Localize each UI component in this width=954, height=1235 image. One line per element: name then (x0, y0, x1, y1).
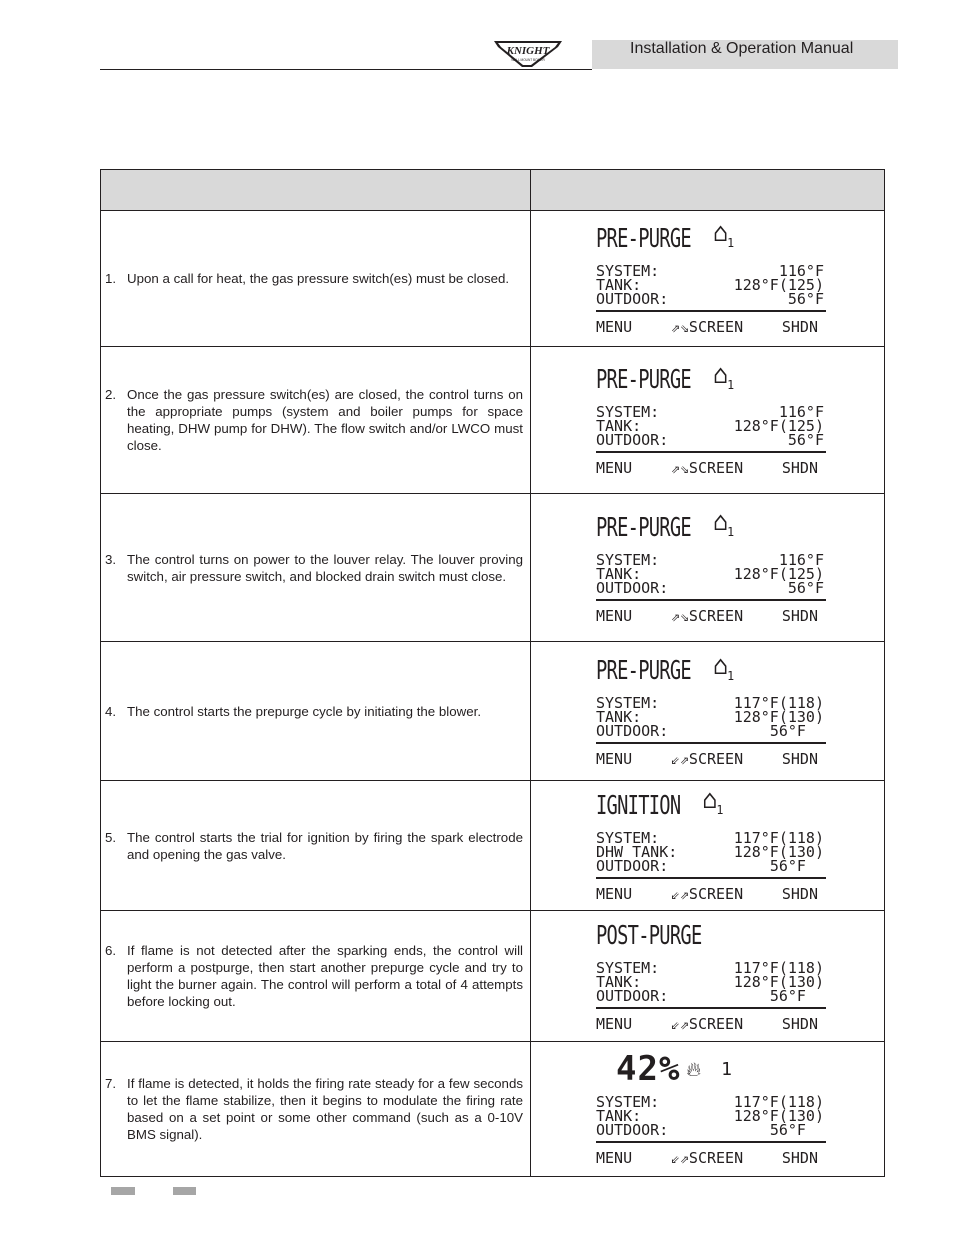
lcd-cell (531, 211, 885, 347)
lcd-menu-item: SHDN (781, 317, 818, 336)
lcd-value: 117°F(118) (733, 959, 824, 977)
lcd-value: 128°F(130) (733, 842, 824, 861)
header-rule (100, 69, 592, 70)
lcd-status: POST-PURGE (596, 921, 702, 951)
step-number: 4. (105, 703, 117, 719)
step-cell (101, 347, 531, 494)
lcd-menu-item: SHDN (781, 1015, 818, 1033)
lcd-value: 116°F (778, 550, 824, 569)
lcd-divider (596, 742, 826, 744)
lcd-label: TANK: (596, 417, 642, 435)
lcd-label: TANK: (596, 275, 642, 294)
lcd-value: 128°F(125) (733, 417, 824, 435)
step-cell (101, 911, 531, 1042)
lcd-value: 128°F(125) (733, 275, 824, 294)
lcd-value: 117°F(118) (733, 1093, 824, 1111)
lcd-value: 56°F (769, 1121, 824, 1139)
lcd-line (596, 989, 824, 1003)
lcd-value: 56°F (787, 289, 824, 308)
lcd-value: 116°F (778, 261, 824, 280)
lcd-readings (596, 550, 824, 597)
lcd-display (531, 650, 884, 768)
lcd-status: IGNITION (596, 790, 681, 821)
lcd-menu-item: SHDN (781, 606, 818, 625)
step-number: 7. (105, 1076, 117, 1091)
lcd-status: PRE-PURGE (596, 223, 691, 254)
lcd-label: SYSTEM: (596, 694, 660, 712)
lcd-display (531, 359, 884, 477)
lcd-menu-item: SHDN (781, 459, 818, 477)
step-number: 3. (105, 551, 117, 567)
manual-title: Installation & Operation Manual (630, 40, 854, 57)
step-cell (101, 781, 531, 911)
lcd-menu (596, 459, 818, 477)
lcd-line (596, 578, 824, 597)
table-row (101, 911, 885, 1042)
lcd-menu-item: ⇙⇗SCREEN (670, 884, 744, 903)
step-number: 6. (105, 943, 117, 958)
lcd-value: 128°F(125) (733, 564, 824, 583)
home-zone-icon: $⌂_1$ (712, 507, 734, 540)
lcd-readings (596, 696, 824, 738)
lcd-label: SYSTEM: (596, 828, 660, 847)
step-text-block (101, 551, 530, 585)
lcd-menu-item: SHDN (781, 884, 818, 903)
lcd-cell (531, 642, 885, 781)
lcd-label: OUTDOOR: (596, 987, 669, 1005)
lcd-divider (596, 1007, 826, 1009)
lcd-label: TANK: (596, 564, 642, 583)
lcd-divider (596, 1141, 826, 1143)
lcd-value: 56°F (787, 578, 824, 597)
lcd-display (531, 1051, 884, 1167)
lcd-divider (596, 599, 826, 601)
lcd-menu-item: ⇙⇗SCREEN (670, 750, 744, 768)
lcd-label: TANK: (596, 708, 642, 726)
step-text-block (101, 942, 530, 1010)
lcd-value: 56°F (769, 987, 824, 1005)
lcd-menu (596, 885, 818, 903)
table-row (101, 494, 885, 642)
lcd-label: TANK: (596, 973, 642, 991)
lcd-menu-item: MENU (596, 1149, 633, 1167)
lcd-status: PRE-PURGE (596, 656, 691, 686)
lcd-menu-item: MENU (596, 750, 633, 768)
lcd-menu-item: MENU (596, 884, 633, 903)
lcd-display (531, 785, 884, 903)
step-description: Upon a call for heat, the gas pressure switch(es) must be closed. (127, 271, 510, 286)
lcd-label: SYSTEM: (596, 550, 660, 569)
lcd-menu-item: MENU (596, 1015, 633, 1033)
step-cell (101, 1042, 531, 1177)
step-number: 2. (105, 387, 117, 402)
lcd-menu-item: MENU (596, 459, 633, 477)
lcd-label: SYSTEM: (596, 959, 660, 977)
step-text-block (101, 270, 530, 287)
lcd-menu-item: ⇗⇘SCREEN (670, 459, 744, 477)
lcd-readings (596, 828, 824, 875)
flame-icon: 🔥︎ (686, 1057, 702, 1081)
footer-tab-right (173, 1187, 196, 1195)
lcd-label: OUTDOOR: (596, 1121, 669, 1139)
lcd-readings (596, 1095, 824, 1137)
lcd-label: OUTDOOR: (596, 289, 669, 308)
step-cell (101, 494, 531, 642)
step-text-block (101, 829, 530, 863)
table-row (101, 781, 885, 911)
lcd-cell (531, 494, 885, 642)
home-zone-icon: $⌂_1$ (702, 785, 723, 818)
step-description: If flame is not detected after the sparking ends, the control will perform a postpurge, then start another prepurge cycle and try to light the burner again. The control will perform a total of 4 attempts before locking out. (127, 943, 523, 1009)
home-zone-icon: $⌂_1$ (712, 359, 734, 393)
lcd-menu (596, 607, 818, 625)
lcd-menu-item: ⇙⇗SCREEN (670, 1149, 744, 1167)
lcd-value: 56°F (769, 722, 824, 740)
table-header-left (101, 170, 531, 211)
lcd-value: 117°F(118) (733, 694, 824, 712)
lcd-label: OUTDOOR: (596, 856, 669, 875)
table-header-row (101, 170, 885, 211)
lcd-line (596, 1123, 824, 1137)
lcd-menu (596, 318, 818, 336)
lcd-display (531, 507, 884, 625)
knight-logo (492, 37, 564, 69)
step-description: The control starts the prepurge cycle by initiating the blower. (127, 703, 482, 719)
lcd-cell (531, 1042, 885, 1177)
sequence-table (100, 169, 885, 1177)
lcd-divider (596, 451, 826, 453)
lcd-cell (531, 911, 885, 1042)
lcd-divider (596, 877, 826, 879)
lcd-value: 128°F(130) (733, 708, 824, 726)
lcd-value: 128°F(130) (733, 1107, 824, 1125)
lcd-value: 128°F(130) (733, 973, 824, 991)
step-text-block (101, 1075, 530, 1143)
firing-rate: 42% (616, 1049, 681, 1089)
lcd-readings (596, 405, 824, 447)
lcd-menu (596, 1015, 818, 1033)
step-number: 1. (105, 271, 117, 286)
lcd-cell (531, 347, 885, 494)
lcd-cell (531, 781, 885, 911)
lcd-readings (596, 961, 824, 1003)
lcd-label: SYSTEM: (596, 403, 660, 421)
lcd-status: PRE-PURGE (596, 365, 691, 395)
home-zone-icon: $⌂_1$ (712, 218, 734, 251)
lcd-menu-item: MENU (596, 606, 633, 625)
step-text-block (101, 386, 530, 454)
table-row (101, 347, 885, 494)
step-description: If flame is detected, it holds the firing rate steady for a few seconds to let the flame stabilize, then it begins to modulate the firing rate based on a set point or some other command (such as a 0-10V BMS signal). (127, 1076, 523, 1142)
lcd-readings (596, 261, 824, 308)
table-row (101, 642, 885, 781)
table-row (101, 1042, 885, 1177)
lcd-menu-item: ⇗⇘SCREEN (670, 606, 744, 625)
home-zone-icon: $⌂_1$ (712, 650, 734, 684)
lcd-menu-item: ⇗⇘SCREEN (670, 317, 744, 336)
footer-tab-left (111, 1187, 135, 1195)
lcd-line (596, 433, 824, 447)
lcd-line (596, 289, 824, 308)
lcd-menu-item: SHDN (781, 1149, 818, 1167)
lcd-label: OUTDOOR: (596, 722, 669, 740)
lcd-menu-item: MENU (596, 317, 633, 336)
lcd-line (596, 724, 824, 738)
lcd-display (531, 218, 884, 336)
lcd-menu-item: ⇙⇗SCREEN (670, 1015, 744, 1033)
lcd-value: 116°F (778, 403, 824, 421)
lcd-value: 56°F (769, 856, 824, 875)
table-header-right (531, 170, 885, 211)
step-cell (101, 211, 531, 347)
step-text-block (101, 703, 530, 720)
lcd-label: OUTDOOR: (596, 578, 669, 597)
lcd-status: PRE-PURGE (596, 512, 691, 543)
lcd-divider (596, 310, 826, 312)
step-description: Once the gas pressure switch(es) are closed, the control turns on the appropriate pumps (system and boiler pumps for space heating, DHW pump for DHW). The flow switch and/or LWCO must close. (127, 387, 523, 453)
lcd-value: 117°F(118) (733, 828, 824, 847)
lcd-label: SYSTEM: (596, 261, 660, 280)
svg-text:KNIGHT: KNIGHT (506, 45, 550, 57)
lcd-label: SYSTEM: (596, 1093, 660, 1111)
lcd-menu (596, 750, 818, 768)
table-row (101, 211, 885, 347)
step-description: The control starts the trial for ignition by firing the spark electrode and opening the gas valve. (127, 829, 523, 862)
lcd-display (531, 919, 884, 1033)
step-cell (101, 642, 531, 781)
home-zone-icon: 1 (721, 1058, 732, 1080)
svg-text:WALL MOUNT BOILER: WALL MOUNT BOILER (511, 58, 545, 62)
lcd-line (596, 856, 824, 875)
lcd-label: TANK: (596, 1107, 642, 1125)
lcd-label: OUTDOOR: (596, 431, 669, 449)
step-number: 5. (105, 829, 117, 845)
lcd-value: 56°F (787, 431, 824, 449)
step-description: The control turns on power to the louver relay. The louver proving switch, air pressure switch, and blocked drain switch must close. (127, 551, 523, 584)
lcd-menu-item: SHDN (781, 750, 818, 768)
lcd-label: DHW TANK: (596, 842, 678, 861)
lcd-menu (596, 1149, 818, 1167)
